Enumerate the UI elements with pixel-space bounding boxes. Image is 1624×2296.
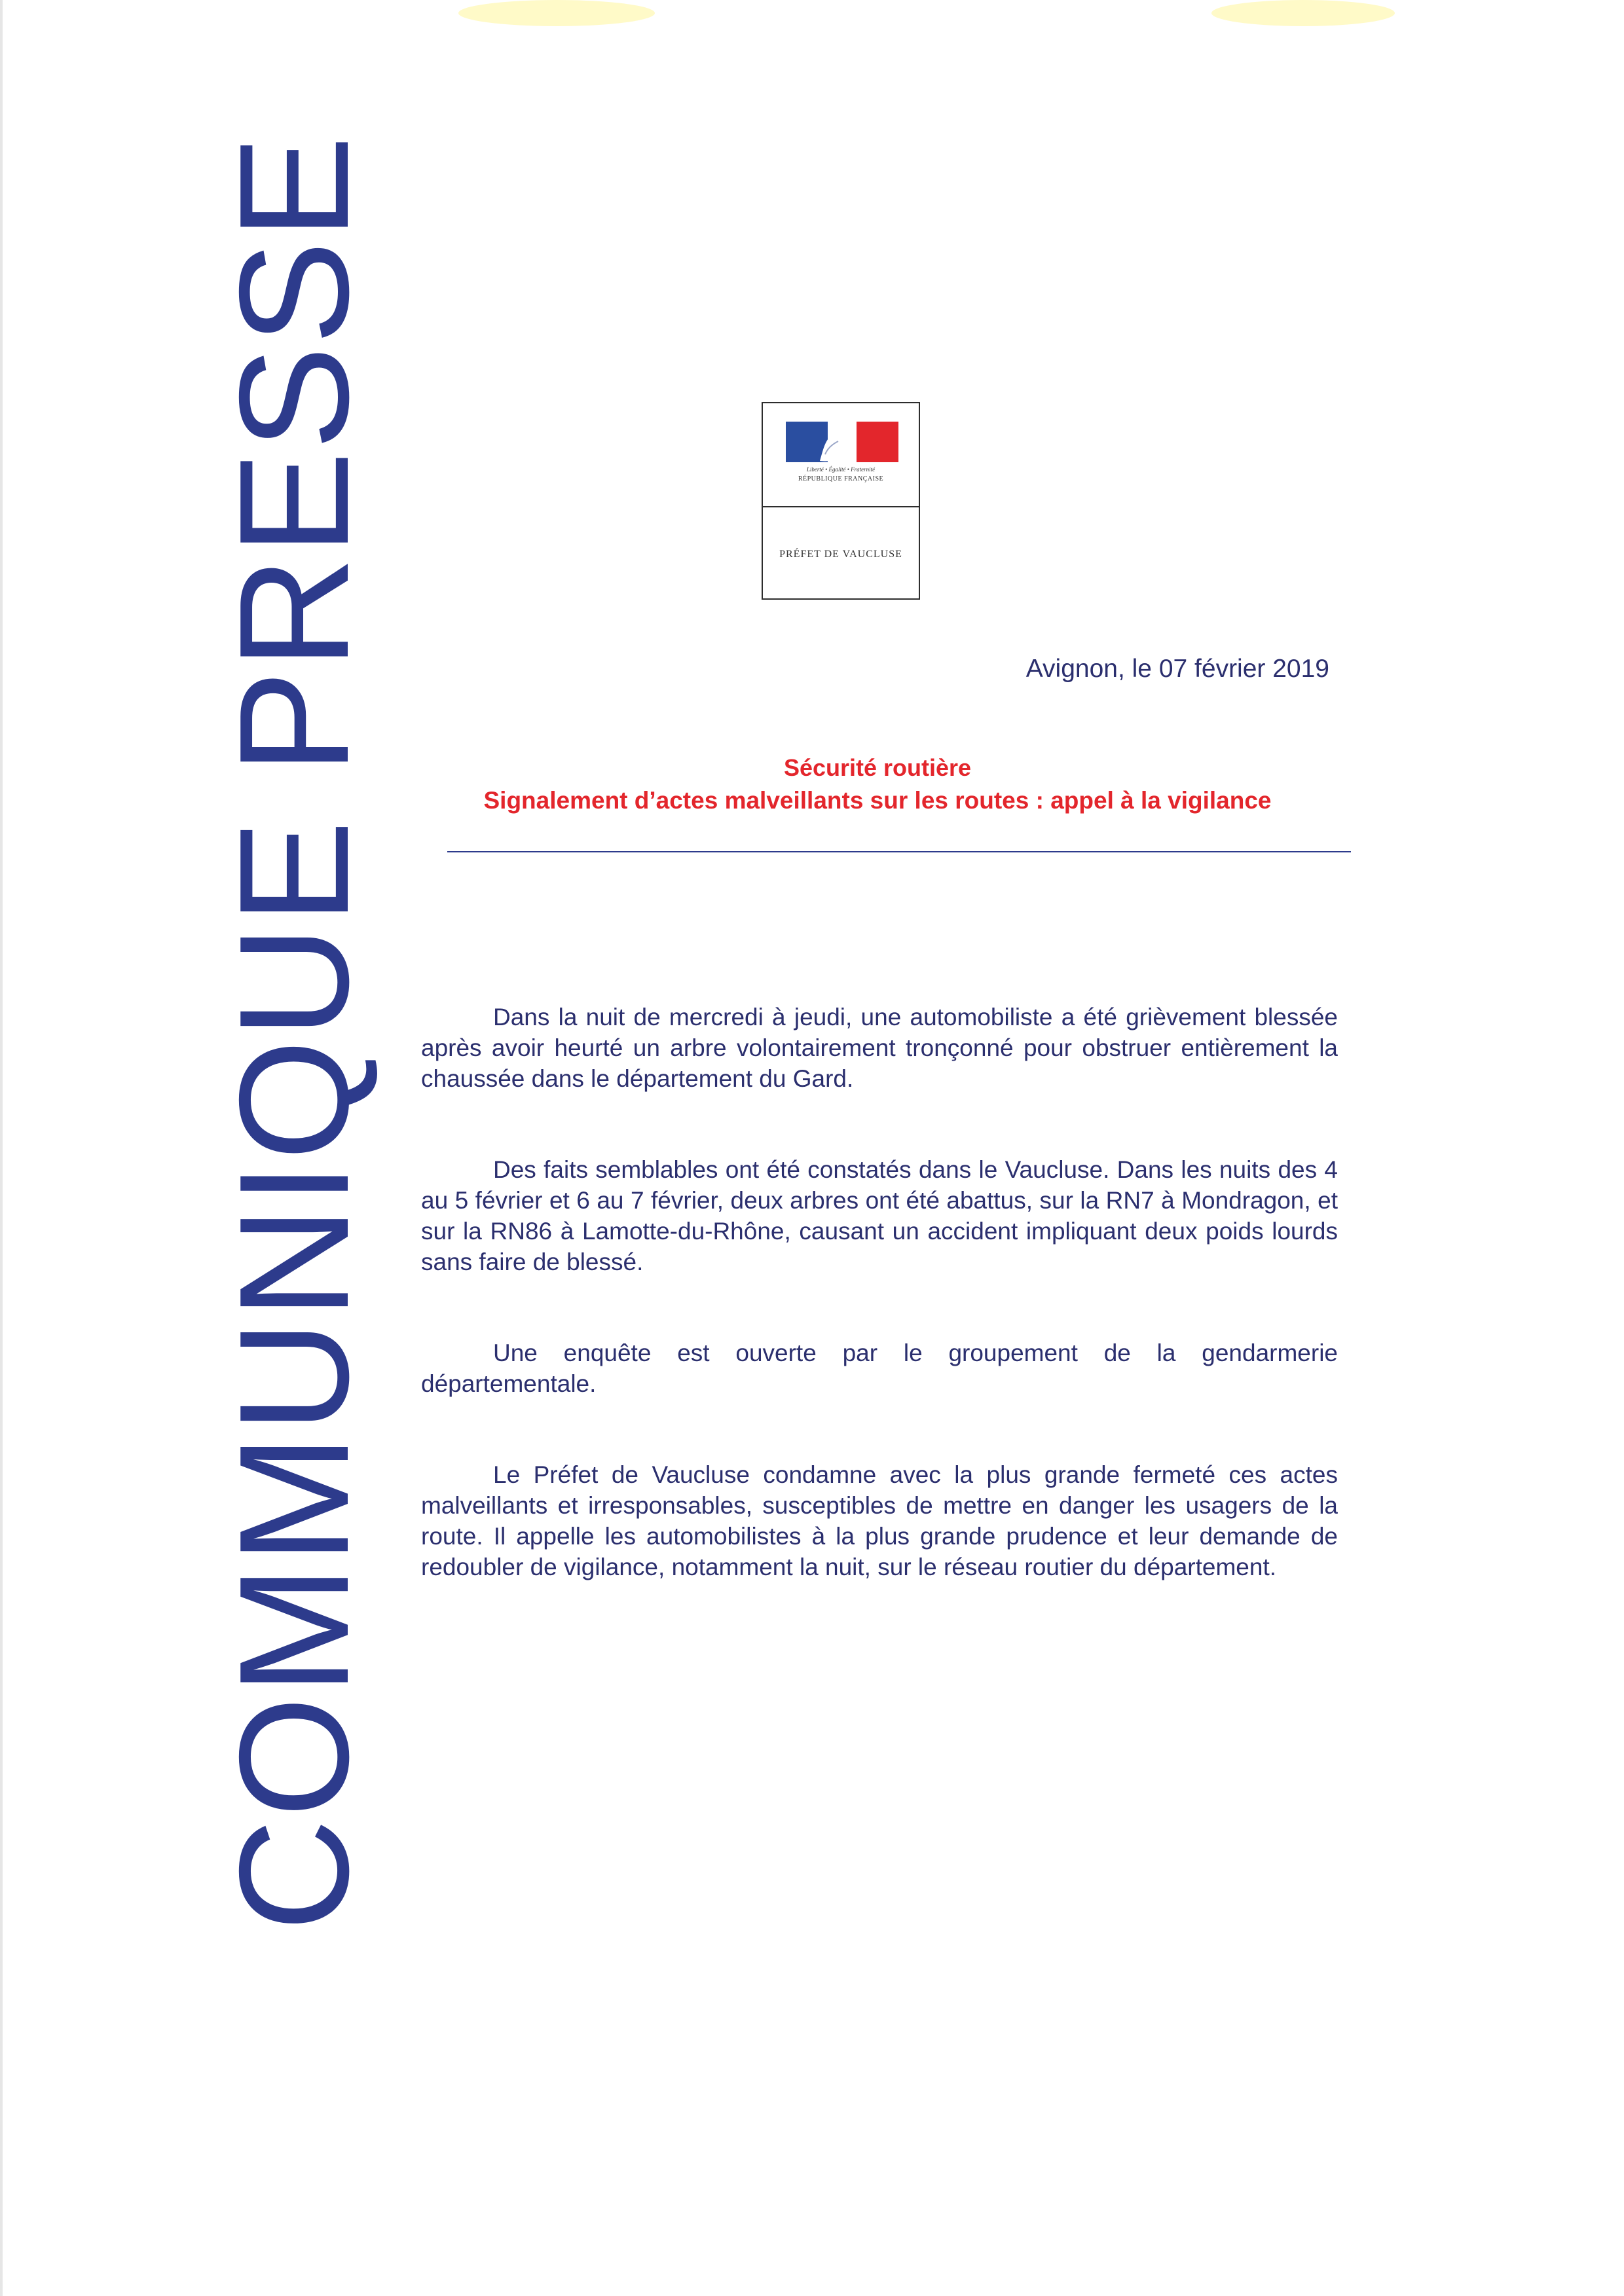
press-release-subtitle: Signalement d’actes malveillants sur les routes : appel à la vigilance — [483, 787, 1272, 814]
press-release-title: Sécurité routière — [783, 754, 972, 781]
press-release-titles — [393, 752, 1362, 817]
paragraph: Dans la nuit de mercredi à jeudi, une automobiliste a été grièvement blessée après avoir heurté un arbre volontairement tronçonné pour obstruer entièrement la chaussée dans le département du Gard. — [421, 1004, 1338, 1092]
date-line: Avignon, le 07 février 2019 — [1025, 655, 1329, 683]
logo-prefet: PRÉFET DE VAUCLUSE — [779, 549, 902, 560]
marianne-flag-icon — [786, 422, 898, 462]
prefecture-logo — [762, 402, 920, 600]
title-rule — [447, 851, 1351, 852]
paragraph: Une enquête est ouverte par le groupement de la gendarmerie départementale. — [421, 1339, 1338, 1397]
paragraph: Des faits semblables ont été constatés dans le Vaucluse. Dans les nuits des 4 au 5 février et 6 au 7 février, deux arbres ont été abattus, sur la RN7 à Mondragon, et sur la RN86 à Lamotte-du-Rhône, causant un accident impliquant deux poids lourds sans faire de blessé. — [421, 1156, 1338, 1275]
scan-highlight-mark — [458, 0, 655, 26]
logo-divider — [763, 506, 919, 507]
paragraph: Le Préfet de Vaucluse condamne avec la plus grande fermeté ces actes malveillants et irresponsables, susceptibles de mettre en danger les usagers de la route. Il appelle les automobilistes à la plus grande prudence et leur demande de redoubler de vigilance, notamment la nuit, sur le réseau routier du département. — [421, 1461, 1338, 1580]
scan-highlight-mark — [1211, 0, 1395, 26]
logo-republique: RÉPUBLIQUE FRANÇAISE — [798, 475, 884, 483]
scan-edge — [0, 0, 3, 2296]
communique-presse-banner: COMMUNIQUE PRESSE — [208, 134, 381, 1931]
body-text — [421, 1002, 1338, 1643]
logo-motto: Liberté • Égalité • Fraternité — [806, 466, 876, 473]
